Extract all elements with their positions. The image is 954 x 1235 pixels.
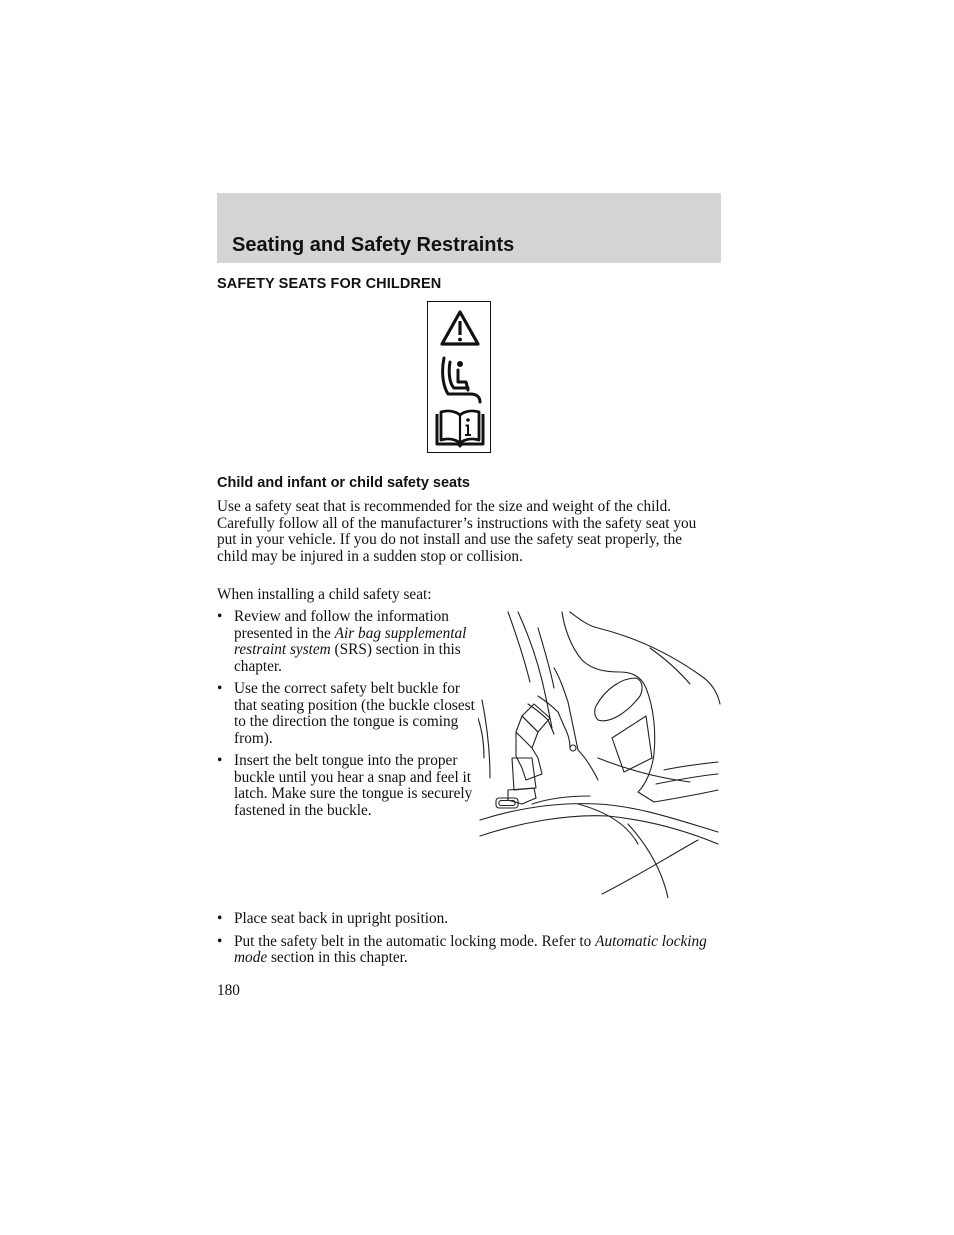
bullet-marker: • — [217, 608, 223, 625]
page-number: 180 — [217, 982, 240, 999]
intro-paragraph: Use a safety seat that is recommended for the size and weight of the child. Carefully follow all of the manufacturer’s instructions with the safety seat you put in your vehicle. If you do not install and use the safety seat properly, the child may be injured in a sudden stop or collision. — [217, 498, 697, 565]
list-item: • Review and follow the information presented in the Air bag supplemental restraint system (SRS) section in this chapter. — [217, 608, 467, 675]
warning-icon-panel — [427, 301, 491, 453]
subsection-title: Child and infant or child safety seats — [217, 475, 470, 491]
list-item: • Insert the belt tongue into the proper buckle until you hear a snap and feel it latch. Make sure the tongue is securely fastened in the buckle. — [217, 752, 473, 819]
list-item: • Use the correct safety belt buckle for that seating position (the buckle closest to the direction the tongue is coming from). — [217, 680, 475, 747]
bullet-marker: • — [217, 932, 223, 950]
chapter-title: Seating and Safety Restraints — [232, 234, 515, 256]
list-item: • Put the safety belt in the automatic locking mode. Refer to Automatic locking mode section in this chapter. — [217, 932, 707, 966]
header-band — [217, 193, 721, 263]
list-item: • Place seat back in upright position. — [217, 910, 449, 927]
belt-buckle-illustration — [478, 608, 722, 903]
automatic-locking-reference: Automatic locking mode — [234, 932, 707, 966]
owner-manual-info-icon — [437, 411, 483, 446]
bullet-marker: • — [217, 752, 223, 769]
warning-triangle-icon — [442, 312, 478, 344]
seat-position-list — [217, 911, 727, 973]
bullet-marker: • — [217, 910, 223, 927]
srs-section-reference: Air bag supplemental restraint system — [234, 624, 467, 658]
bullet-marker: • — [217, 680, 223, 697]
installation-steps-list — [217, 609, 477, 825]
child-seat-icon — [443, 358, 480, 402]
installing-lead-paragraph: When installing a child safety seat: — [217, 586, 432, 603]
warning-icons-svg — [428, 302, 492, 454]
section-title: SAFETY SEATS FOR CHILDREN — [217, 276, 442, 292]
